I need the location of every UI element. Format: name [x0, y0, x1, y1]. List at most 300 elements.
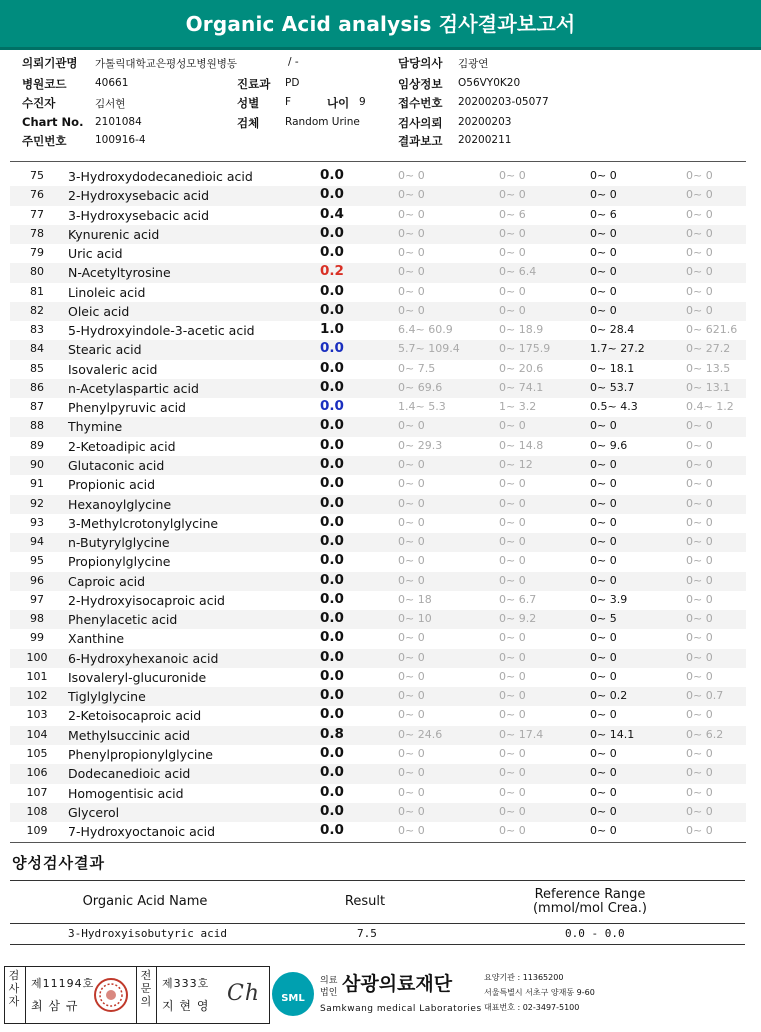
acid-name: Oleic acid	[68, 303, 130, 319]
reference-range-2: 0~ 0	[499, 708, 526, 722]
table-row	[10, 591, 746, 610]
specimen-label: 검체	[237, 116, 260, 130]
row-number: 79	[30, 246, 44, 260]
reference-range-2: 0~ 0	[499, 419, 526, 433]
reference-range-1: 0~ 0	[398, 573, 425, 587]
row-number: 101	[26, 669, 48, 683]
hospital-code-label: 병원코드	[22, 77, 67, 91]
table-row	[10, 668, 746, 687]
age-label: 나이	[327, 96, 350, 110]
reference-range-3: 0~ 0	[590, 496, 617, 510]
sex-label: 성별	[237, 96, 260, 110]
result-value: 0.0	[320, 629, 344, 646]
row-number: 107	[26, 785, 48, 799]
reference-range-4: 0~ 13.1	[686, 380, 731, 394]
reference-range-2: 0~ 0	[499, 284, 526, 298]
acid-name: Propionylglycine	[68, 554, 171, 570]
result-value: 0.0	[320, 186, 344, 203]
reference-range-4: 0~ 0	[686, 631, 713, 645]
reference-range-1: 0~ 0	[398, 535, 425, 549]
results-table	[10, 167, 746, 841]
reference-range-3: 0.5~ 4.3	[590, 400, 638, 414]
acid-name: 3-Hydroxysebacic acid	[68, 207, 210, 223]
row-number: 98	[30, 612, 44, 626]
table-row	[10, 745, 746, 764]
table-row	[10, 321, 746, 340]
reference-range-1: 0~ 24.6	[398, 727, 443, 741]
reference-range-4: 0~ 0	[686, 554, 713, 568]
reference-range-2: 0~ 6.7	[499, 592, 537, 606]
lab-address: 서울특별시 서초구 양재동 9-60	[484, 988, 595, 997]
row-number: 99	[30, 631, 44, 645]
reference-range-2: 1~ 3.2	[499, 400, 537, 414]
acid-name: 2-Ketoadipic acid	[68, 438, 176, 454]
acid-name: 2-Hydroxyisocaproic acid	[68, 592, 225, 608]
reference-range-3: 0~ 0	[590, 457, 617, 471]
reference-range-2: 0~ 6	[499, 207, 526, 221]
reference-range-3: 0~ 0	[590, 419, 617, 433]
row-number: 100	[26, 650, 48, 664]
reference-range-3: 0~ 0	[590, 477, 617, 491]
table-row	[10, 784, 746, 803]
acid-name: Phenylacetic acid	[68, 612, 178, 628]
table-row	[10, 726, 746, 745]
row-number: 85	[30, 361, 44, 375]
table-row	[10, 822, 746, 841]
reference-range-2: 0~ 74.1	[499, 380, 544, 394]
table-row	[10, 803, 746, 822]
reference-range-1: 0~ 18	[398, 592, 432, 606]
report-title: Organic Acid analysis 검사결과보고서	[0, 0, 761, 50]
row-number: 108	[26, 804, 48, 818]
reference-range-3: 0~ 5	[590, 612, 617, 626]
reference-range-4: 0~ 0	[686, 496, 713, 510]
reference-range-4: 0~ 0	[686, 265, 713, 279]
result-value: 0.0	[320, 436, 344, 453]
positive-results-table	[10, 880, 745, 945]
acid-name: Caproic acid	[68, 573, 146, 589]
result-value: 0.0	[320, 610, 344, 627]
org-name: 삼광의료재단	[342, 973, 453, 995]
row-number: 93	[30, 515, 44, 529]
specialist-divider-left	[136, 967, 137, 1023]
reference-range-3: 0~ 0	[590, 303, 617, 317]
result-value: 0.0	[320, 533, 344, 550]
specialist-divider	[156, 967, 157, 1023]
reference-range-3: 0~ 0	[590, 226, 617, 240]
table-row	[10, 706, 746, 725]
result-value: 0.0	[320, 706, 344, 723]
doctor-label: 담당의사	[398, 56, 443, 70]
reference-range-3: 0~ 0	[590, 573, 617, 587]
collector-value: 김서현	[95, 98, 126, 110]
reference-range-3: 0~ 6	[590, 207, 617, 221]
tester-divider	[25, 967, 26, 1023]
row-number: 89	[30, 438, 44, 452]
reference-range-1: 0~ 0	[398, 496, 425, 510]
reference-range-3: 0~ 0	[590, 188, 617, 202]
result-value: 0.0	[320, 744, 344, 761]
ward-value: / -	[288, 56, 299, 68]
result-value: 0.0	[320, 552, 344, 569]
table-row	[10, 437, 746, 456]
seal-stamp-icon	[93, 977, 129, 1013]
table-row	[10, 360, 746, 379]
result-value: 0.0	[320, 783, 344, 800]
table-row	[10, 302, 746, 321]
result-value: 0.0	[320, 359, 344, 376]
table-row	[10, 764, 746, 783]
reference-range-1: 0~ 0	[398, 284, 425, 298]
reference-range-1: 0~ 0	[398, 689, 425, 703]
reference-range-3: 0~ 0	[590, 708, 617, 722]
positive-header-divider	[10, 923, 745, 924]
doctor-value: 김광연	[458, 58, 489, 70]
reference-range-4: 0~ 0	[686, 650, 713, 664]
acid-name: Isovaleric acid	[68, 361, 158, 377]
reference-range-1: 0~ 10	[398, 612, 432, 626]
tester-name: 최 삼 규	[31, 999, 79, 1013]
table-row	[10, 417, 746, 436]
result-value: 0.0	[320, 648, 344, 665]
signature-box	[4, 966, 270, 1024]
row-number: 96	[30, 573, 44, 587]
sml-logo-icon: SML	[272, 972, 314, 1016]
row-number: 90	[30, 457, 44, 471]
reference-range-4: 0~ 0	[686, 746, 713, 760]
result-value: 0.0	[320, 475, 344, 492]
reference-range-2: 0~ 0	[499, 477, 526, 491]
institution-code: 요양기관 : 11365200	[484, 973, 564, 982]
reference-range-4: 0~ 0	[686, 419, 713, 433]
result-value: 0.2	[320, 263, 344, 280]
acid-name: Tiglylglycine	[68, 689, 146, 705]
reference-range-4: 0~ 0	[686, 284, 713, 298]
acid-name: 2-Ketoisocaproic acid	[68, 708, 202, 724]
reference-range-2: 0~ 0	[499, 226, 526, 240]
result-value: 0.0	[320, 822, 344, 839]
reference-range-3: 0~ 0	[590, 804, 617, 818]
acid-name: Glycerol	[68, 804, 120, 820]
result-value: 0.0	[320, 282, 344, 299]
acid-name: n-Butyrylglycine	[68, 535, 170, 551]
reference-range-2: 0~ 0	[499, 766, 526, 780]
request-value: 20200203	[458, 116, 512, 128]
result-value: 0.0	[320, 802, 344, 819]
result-value: 0.0	[320, 301, 344, 318]
row-number: 94	[30, 535, 44, 549]
reference-range-1: 0~ 29.3	[398, 438, 443, 452]
reference-range-3: 0~ 3.9	[590, 592, 628, 606]
row-number: 83	[30, 323, 44, 337]
reference-range-4: 0~ 27.2	[686, 342, 731, 356]
acid-name: Linoleic acid	[68, 284, 146, 300]
acid-name: 7-Hydroxyoctanoic acid	[68, 824, 216, 840]
result-value: 0.0	[320, 398, 344, 415]
result-value: 0.0	[320, 590, 344, 607]
reference-range-1: 0~ 0	[398, 515, 425, 529]
reference-range-4: 0~ 0	[686, 535, 713, 549]
reference-range-1: 0~ 0	[398, 631, 425, 645]
reference-range-4: 0~ 13.5	[686, 361, 731, 375]
table-row	[10, 475, 746, 494]
table-row	[10, 225, 746, 244]
acid-name: Hexanoylglycine	[68, 496, 172, 512]
reference-range-2: 0~ 0	[499, 554, 526, 568]
reference-range-2: 0~ 6.4	[499, 265, 537, 279]
row-number: 92	[30, 496, 44, 510]
reference-range-2: 0~ 0	[499, 824, 526, 838]
acid-name: Homogentisic acid	[68, 785, 184, 801]
row-number: 103	[26, 708, 48, 722]
table-row	[10, 398, 746, 417]
reference-range-3: 0~ 18.1	[590, 361, 635, 375]
lab-logo	[272, 969, 742, 1021]
acid-name: 6-Hydroxyhexanoic acid	[68, 650, 219, 666]
hospital-code-value: 40661	[95, 77, 129, 89]
row-number: 88	[30, 419, 44, 433]
reference-range-2: 0~ 0	[499, 746, 526, 760]
reference-range-4: 0~ 0	[686, 303, 713, 317]
dept-label: 진료과	[237, 77, 271, 91]
result-value: 0.0	[320, 494, 344, 511]
reference-range-4: 0~ 0	[686, 515, 713, 529]
result-value: 0.0	[320, 244, 344, 261]
positive-row-name: 3-Hydroxyisobutyric acid	[68, 927, 227, 940]
reference-range-2: 0~ 0	[499, 631, 526, 645]
reference-range-4: 0~ 0	[686, 612, 713, 626]
row-number: 106	[26, 766, 48, 780]
table-row	[10, 552, 746, 571]
reference-range-1: 0~ 0	[398, 477, 425, 491]
acid-name: Phenylpyruvic acid	[68, 400, 186, 416]
table-row	[10, 244, 746, 263]
org-prefix-2: 법인	[320, 988, 338, 998]
institution-label: 의뢰기관명	[22, 56, 78, 70]
col-result: Result	[344, 894, 386, 909]
acid-name: 3-Methylcrotonylglycine	[68, 515, 219, 531]
reference-range-2: 0~ 0	[499, 804, 526, 818]
acid-name: Thymine	[68, 419, 123, 435]
reference-range-2: 0~ 0	[499, 669, 526, 683]
reference-range-1: 0~ 0	[398, 746, 425, 760]
table-row	[10, 206, 746, 225]
reference-range-4: 0~ 0	[686, 226, 713, 240]
result-value: 0.0	[320, 378, 344, 395]
acid-name: n-Acetylaspartic acid	[68, 380, 199, 396]
lab-phone: 대표번호 : 02-3497-5100	[484, 1003, 580, 1012]
reference-range-1: 0~ 0	[398, 188, 425, 202]
table-row	[10, 649, 746, 668]
reference-range-2: 0~ 12	[499, 457, 533, 471]
handwritten-signature: Ch	[227, 981, 261, 1006]
row-number: 84	[30, 342, 44, 356]
reference-range-1: 0~ 69.6	[398, 380, 443, 394]
acid-name: Uric acid	[68, 246, 123, 262]
result-value: 0.8	[320, 725, 344, 742]
table-row	[10, 167, 746, 186]
receipt-value: 20200203-05077	[458, 96, 549, 108]
reference-range-2: 0~ 20.6	[499, 361, 544, 375]
reference-range-4: 0~ 0	[686, 246, 713, 260]
reference-range-3: 0~ 0.2	[590, 689, 628, 703]
row-number: 105	[26, 746, 48, 760]
report-date-label: 결과보고	[398, 134, 443, 148]
row-number: 77	[30, 207, 44, 221]
receipt-label: 접수번호	[398, 96, 443, 110]
result-value: 0.0	[320, 571, 344, 588]
reference-range-3: 0~ 14.1	[590, 727, 635, 741]
row-number: 109	[26, 824, 48, 838]
reference-range-4: 0~ 0	[686, 766, 713, 780]
reference-range-3: 0~ 0	[590, 824, 617, 838]
acid-name: Propionic acid	[68, 477, 156, 493]
collector-label: 수진자	[22, 96, 56, 110]
specialist-name: 지 현 영	[162, 999, 210, 1013]
reference-range-3: 0~ 0	[590, 284, 617, 298]
reference-range-3: 0~ 0	[590, 746, 617, 760]
resident-label: 주민번호	[22, 134, 67, 148]
specimen-value: Random Urine	[285, 116, 360, 128]
table-row	[10, 533, 746, 552]
row-number: 78	[30, 226, 44, 240]
reference-range-1: 0~ 0	[398, 207, 425, 221]
org-english-name: Samkwang medical Laboratories	[320, 1004, 482, 1014]
reference-range-1: 0~ 0	[398, 766, 425, 780]
reference-range-1: 0~ 0	[398, 804, 425, 818]
acid-name: Xanthine	[68, 631, 125, 647]
table-row	[10, 340, 746, 359]
positive-row-range: 0.0 - 0.0	[565, 927, 625, 940]
reference-range-2: 0~ 0	[499, 515, 526, 529]
reference-range-1: 0~ 0	[398, 419, 425, 433]
result-value: 0.0	[320, 513, 344, 530]
reference-range-3: 0~ 0	[590, 766, 617, 780]
row-number: 102	[26, 689, 48, 703]
institution-value: 가톨릭대학교은평성모병원병동	[95, 58, 238, 70]
result-value: 0.0	[320, 764, 344, 781]
acid-name: Dodecanedioic acid	[68, 766, 191, 782]
reference-range-2: 0~ 17.4	[499, 727, 544, 741]
reference-range-4: 0~ 6.2	[686, 727, 724, 741]
reference-range-3: 0~ 9.6	[590, 438, 628, 452]
reference-range-1: 0~ 0	[398, 650, 425, 664]
reference-range-2: 0~ 175.9	[499, 342, 551, 356]
table-row	[10, 629, 746, 648]
row-number: 91	[30, 477, 44, 491]
row-number: 82	[30, 303, 44, 317]
reference-range-2: 0~ 0	[499, 573, 526, 587]
acid-name: Methylsuccinic acid	[68, 727, 191, 743]
reference-range-1: 0~ 0	[398, 246, 425, 260]
header-divider	[10, 161, 746, 162]
clinical-label: 임상정보	[398, 77, 443, 91]
sex-value: F	[285, 96, 292, 108]
row-number: 104	[26, 727, 48, 741]
reference-range-2: 0~ 0	[499, 246, 526, 260]
acid-name: 5-Hydroxyindole-3-acetic acid	[68, 323, 255, 339]
result-value: 0.4	[320, 205, 344, 222]
result-value: 0.0	[320, 340, 344, 357]
reference-range-4: 0~ 0	[686, 477, 713, 491]
reference-range-4: 0~ 0	[686, 708, 713, 722]
reference-range-4: 0.4~ 1.2	[686, 400, 734, 414]
table-row	[10, 687, 746, 706]
table-row	[10, 186, 746, 205]
reference-range-1: 0~ 0	[398, 457, 425, 471]
result-value: 0.0	[320, 167, 344, 183]
col-organic-acid-name: Organic Acid Name	[82, 894, 208, 909]
table-row	[10, 456, 746, 475]
row-number: 87	[30, 400, 44, 414]
result-value: 0.0	[320, 455, 344, 472]
reference-range-3: 0~ 0	[590, 535, 617, 549]
reference-range-3: 0~ 0	[590, 554, 617, 568]
row-number: 86	[30, 380, 44, 394]
reference-range-4: 0~ 0	[686, 169, 713, 182]
reference-range-4: 0~ 0	[686, 592, 713, 606]
acid-name: N-Acetyltyrosine	[68, 265, 171, 281]
reference-range-1: 5.7~ 109.4	[398, 342, 460, 356]
acid-name: 2-Hydroxysebacic acid	[68, 188, 210, 204]
reference-range-1: 0~ 0	[398, 669, 425, 683]
clinical-value: O56VY0K20	[458, 77, 521, 89]
reference-range-2: 0~ 0	[499, 535, 526, 549]
reference-range-4: 0~ 0	[686, 457, 713, 471]
positive-results-title: 양성검사결과	[12, 854, 105, 872]
resident-value: 100916-4	[95, 134, 146, 146]
reference-range-4: 0~ 621.6	[686, 323, 738, 337]
reference-range-3: 0~ 0	[590, 169, 617, 182]
table-row	[10, 514, 746, 533]
reference-range-2: 0~ 0	[499, 689, 526, 703]
row-number: 81	[30, 284, 44, 298]
table-row	[10, 610, 746, 629]
table-end-divider	[10, 842, 746, 843]
reference-range-4: 0~ 0.7	[686, 689, 724, 703]
table-row	[10, 263, 746, 282]
reference-range-3: 0~ 53.7	[590, 380, 635, 394]
reference-range-1: 1.4~ 5.3	[398, 400, 446, 414]
table-row	[10, 572, 746, 591]
reference-range-1: 0~ 0	[398, 785, 425, 799]
reference-range-1: 0~ 0	[398, 824, 425, 838]
acid-name: Kynurenic acid	[68, 226, 160, 242]
acid-name: Glutaconic acid	[68, 457, 165, 473]
reference-range-3: 0~ 0	[590, 265, 617, 279]
reference-range-3: 0~ 0	[590, 650, 617, 664]
reference-range-4: 0~ 0	[686, 438, 713, 452]
tester-label: 검사자	[8, 969, 20, 1008]
result-value: 1.0	[320, 321, 344, 338]
reference-range-1: 0~ 7.5	[398, 361, 436, 375]
col-reference-range: Reference Range	[534, 887, 646, 902]
reference-range-1: 0~ 0	[398, 303, 425, 317]
reference-range-4: 0~ 0	[686, 804, 713, 818]
reference-range-3: 0~ 0	[590, 785, 617, 799]
specialist-label: 전문의	[140, 969, 152, 1008]
reference-range-4: 0~ 0	[686, 207, 713, 221]
reference-range-4: 0~ 0	[686, 573, 713, 587]
reference-range-4: 0~ 0	[686, 824, 713, 838]
reference-range-3: 0~ 0	[590, 246, 617, 260]
reference-range-2: 0~ 18.9	[499, 323, 544, 337]
age-value: 9	[359, 96, 366, 108]
col-reference-unit: (mmol/mol Crea.)	[532, 901, 647, 916]
result-value: 0.0	[320, 687, 344, 704]
reference-range-3: 0~ 0	[590, 669, 617, 683]
request-label: 검사의뢰	[398, 116, 443, 130]
